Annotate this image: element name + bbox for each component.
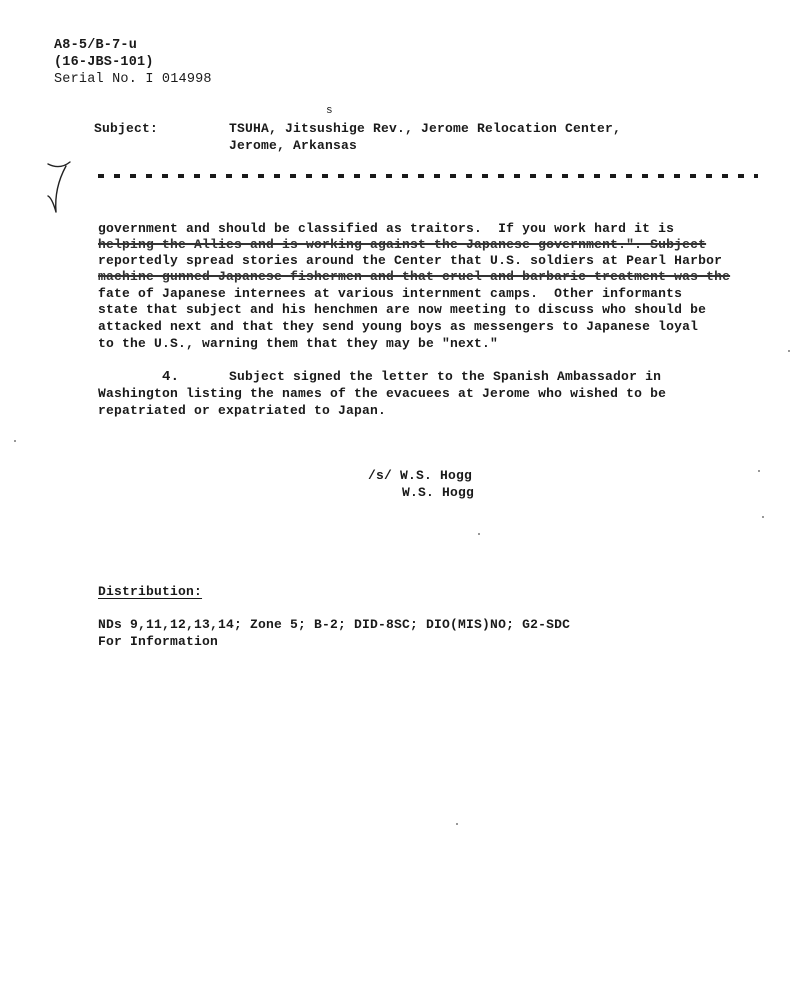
para2-line-1: Subject signed the letter to the Spanish Ambassador in <box>229 369 662 384</box>
para2-line-3: repatriated or expatriated to Japan. <box>98 403 387 418</box>
scan-speck <box>14 440 16 442</box>
distribution-line-2: For Information <box>98 634 219 649</box>
file-reference: A8-5/B-7-u <box>54 38 138 53</box>
body-line-1: government and should be classified as traitors. If you work hard it is <box>98 221 675 236</box>
body-line-2: helping the Allies and is working against the Japanese government.". Subject <box>98 237 707 252</box>
scan-speck <box>758 470 760 472</box>
signature-line-1: /s/ W.S. Hogg <box>368 468 473 483</box>
subject-line-2: Jerome, Arkansas <box>229 138 358 153</box>
body-line-6: state that subject and his henchmen are now meeting to discuss who should be <box>98 302 707 317</box>
scan-speck <box>478 533 480 535</box>
distribution-heading: Distribution: <box>98 584 203 599</box>
body-line-3: reportedly spread stories around the Center that U.S. soldiers at Pearl Harbor <box>98 253 723 268</box>
scan-speck <box>762 516 764 518</box>
para2-line-2: Washington listing the names of the evacuees at Jerome who wished to be <box>98 386 667 401</box>
subject-line-1: TSUHA, Jitsushige Rev., Jerome Relocation Center, <box>229 121 622 136</box>
paragraph-number: 4. <box>162 369 180 385</box>
scan-speck <box>456 823 458 825</box>
dashed-separator <box>98 174 758 178</box>
file-reference-sub: (16-JBS-101) <box>54 55 154 70</box>
handwritten-margin-mark <box>40 158 80 218</box>
scan-speck <box>788 350 790 352</box>
subject-label: Subject: <box>94 121 159 136</box>
distribution-line-1: NDs 9,11,12,13,14; Zone 5; B-2; DID-8SC; DIO(MIS)NO; G2-SDC <box>98 617 571 632</box>
serial-number: Serial No. I 014998 <box>54 72 212 87</box>
body-line-5: fate of Japanese internees at various internment camps. Other informants <box>98 286 683 301</box>
signature-line-2: W.S. Hogg <box>402 485 475 500</box>
subject-insert-mark: s <box>326 105 333 117</box>
body-line-4: machine gunned Japanese fishermen and that cruel and barbaric treatment was the <box>98 269 731 284</box>
body-line-7: attacked next and that they send young boys as messengers to Japanese loyal <box>98 319 699 334</box>
body-line-8: to the U.S., warning them that they may be "next." <box>98 336 499 351</box>
